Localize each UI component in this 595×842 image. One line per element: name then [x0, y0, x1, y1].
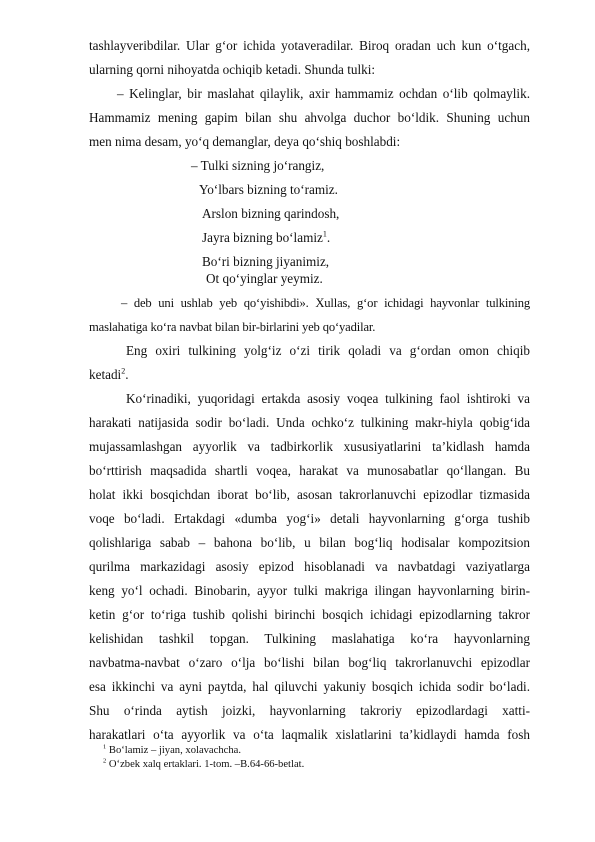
text-line: Ko‘rinadiki, yuqoridagi ertakda asosiy voqea tulkining faol ishtiroki va [126, 391, 530, 406]
footnote-text: O‘zbek xalq ertaklari. 1-tom. –B.64-66-betlat. [108, 759, 305, 770]
footnote-mark: 2 [103, 757, 107, 765]
text-line: harakati natijasida sodir bo‘ladi. Unda ochko‘z tulkining makr-hiyla qobig‘ida [89, 415, 530, 430]
text-line: maslahatiga ko‘ra navbat bilan bir-birlarini yeb qo‘yadilar. [89, 320, 376, 334]
poem-line-text: Jayra bizning bo‘lamiz [202, 230, 323, 245]
text-line: Eng oxiri tulkining yolg‘iz o‘zi tirik qoladi va g‘ordan omon chiqib [126, 343, 530, 358]
poem-line: – Tulki sizning jo‘rangiz, [191, 158, 325, 173]
poem-line: Ot qo‘yinglar yeymiz. [206, 271, 323, 286]
poem-line: Bo‘ri bizning jiyanimiz, [202, 254, 330, 269]
text-line: harakatlari o‘ta ayyorlik va o‘ta laqmalik xislatlarini ta’kidlaydi hamda fosh [89, 727, 530, 742]
footnote [103, 745, 241, 757]
text-line: Hammamiz mening gapim bilan shu ahvolga duchor bo‘ldik. Shuning uchun [89, 110, 530, 125]
text-line: – Kelinglar, bir maslahat qilaylik, axir hammamiz ochdan o‘lib qolmaylik. [117, 86, 530, 101]
text-line: ularning qorni nihoyatda ochiqib ketadi. Shunda tulki: [89, 62, 376, 77]
text-line: qolishlariga sabab – bahona bo‘lib, u bilan bog‘liq hodisalar kompozitsion [89, 535, 530, 550]
poem-line: Jayra bizning bo‘lamiz$^1$. [202, 229, 331, 245]
poem-line: Arslon bizning qarindosh, [202, 206, 340, 221]
footnote [103, 759, 304, 771]
text-line: voqe bo‘ladi. Ertakdagi «dumba yog‘i» detali hayvonlarning g‘orga tushib [89, 511, 530, 526]
text-line: ketadi$^2$. [89, 366, 129, 382]
text-line: mujassamlashgan ayyorlik va tadbirkorlik xususiyatlarini ta’kidlash hamda [89, 439, 530, 454]
text-line: esa ikkinchi va ayni paytda, hal qiluvchi yakuniy bosqich ichida sodir bo‘ladi. [89, 679, 530, 694]
text-line: navbatma-navbat o‘zaro o‘lja bo‘lishi bilan bog‘liq takrorlanuvchi epizodlar [89, 655, 530, 670]
text-line: qurilma markazidagi asosiy epizod hisoblanadi va navbatdagi vaziyatlarga [89, 559, 530, 574]
text-line: kelishidan tashkil topgan. Tulkining maslahatiga ko‘ra hayvonlarning [89, 631, 530, 646]
text-line: tashlayveribdilar. Ular g‘or ichida yotaveradilar. Biroq oradan uch kun o‘tgach, [89, 38, 530, 53]
text-line: – deb uni ushlab yeb qo‘yishibdi». Xullas, g‘or ichidagi hayvonlar tulkining [121, 296, 530, 310]
footnote-reference: 1 [322, 229, 327, 239]
text-line: Shu o‘rinda aytish joizki, hayvonlarning takroriy epizodlardagi xatti- [89, 703, 530, 718]
text-line: keng yo‘l ochadi. Binobarin, ayyor tulki makriga ilingan hayvonlarning birin- [89, 583, 530, 598]
text-line: ketin g‘or to‘riga tushib qolishi birinchi bosqich ichidagi epizodlarning takror [89, 607, 530, 622]
footnote-text: Bo‘lamiz – jiyan, xolavachcha. [108, 745, 241, 756]
text-line: bo‘rttirish maqsadida shartli voqea, harakat va munosabatlar qo‘llangan. Bu [89, 463, 530, 478]
text-line: men nima desam, yo‘q demanglar, deya qo‘shiq boshlabdi: [89, 134, 401, 149]
footnote-mark: 1 [103, 743, 107, 751]
text-line: holat ikki bosqichdan iborat bo‘lib, asosan takrorlanuvchi epizodlar tizmasida [89, 487, 530, 502]
footnote-reference: 2 [121, 366, 126, 376]
poem-line: Yo‘lbars bizning to‘ramiz. [199, 182, 338, 197]
text-line-content: ketadi [89, 367, 122, 382]
